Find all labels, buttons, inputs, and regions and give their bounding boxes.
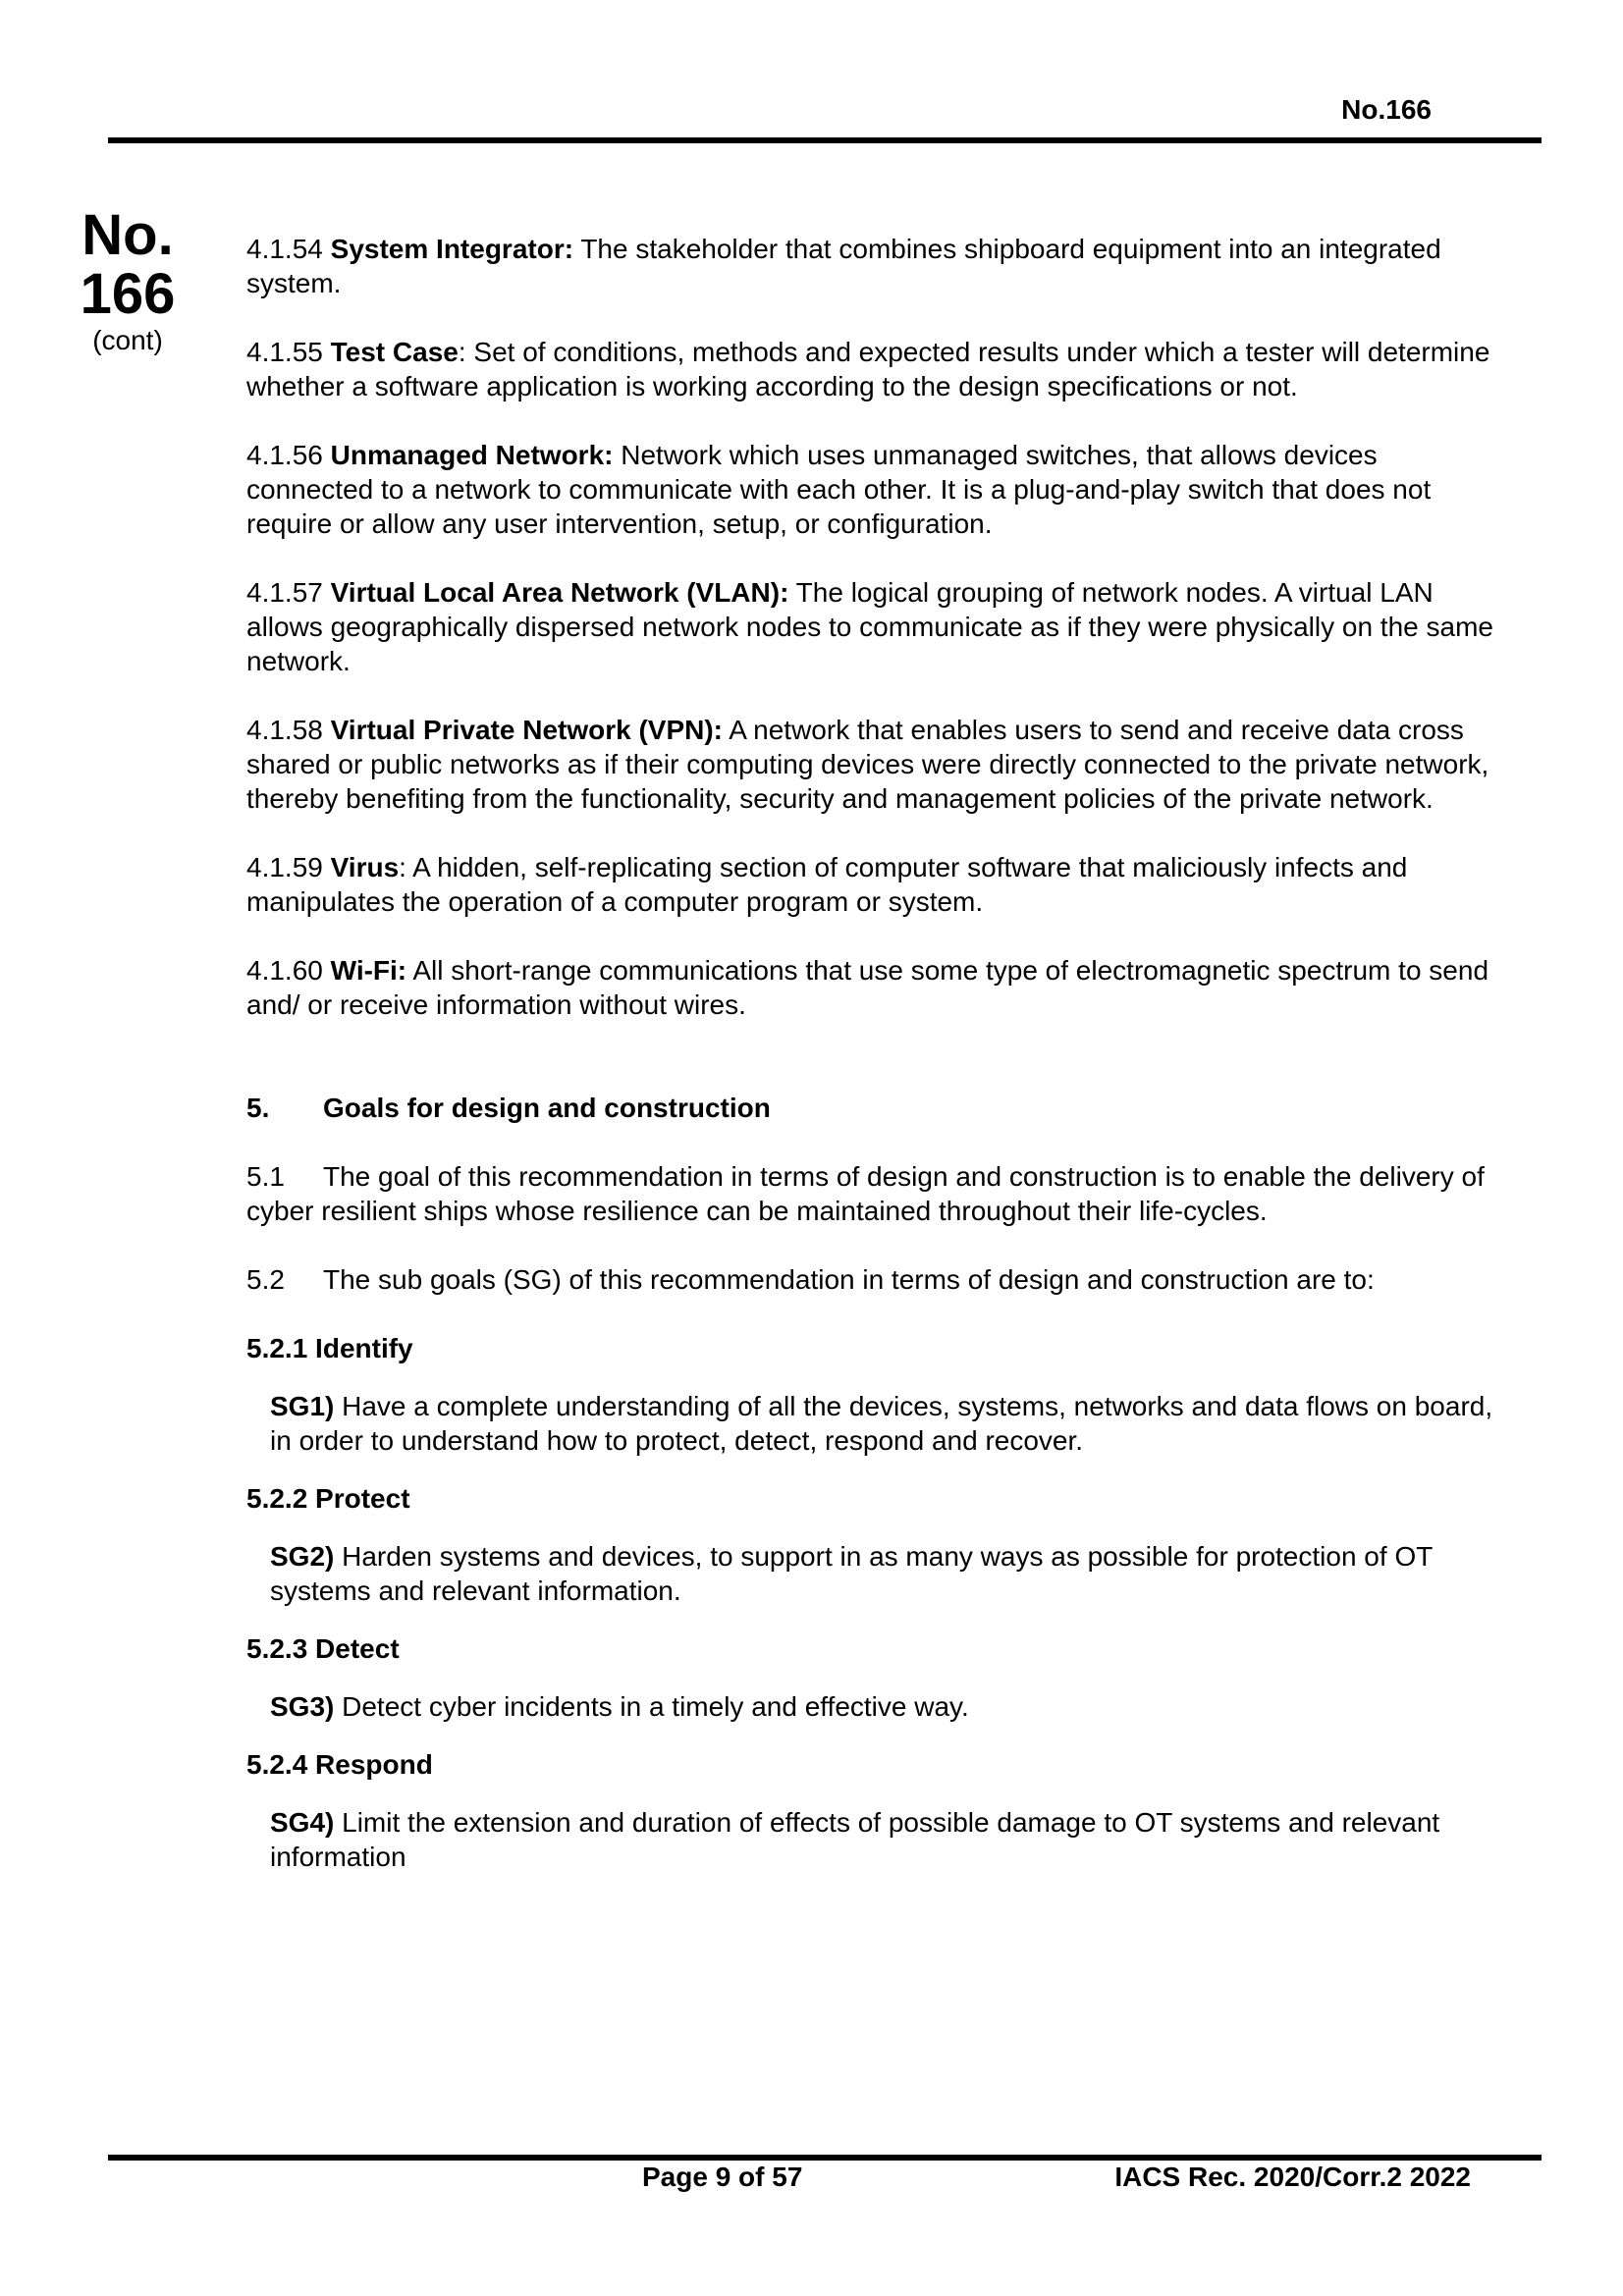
paragraph-number: 5.1 xyxy=(246,1161,285,1192)
footer-doc-ref: IACS Rec. 2020/Corr.2 2022 xyxy=(1114,2162,1471,2192)
definition-text: The logical grouping of network nodes. A virtual LAN allows geographically dispersed network nodes to communicate as if they were physically on the same network. xyxy=(246,577,1493,676)
sub-goal-sg1 xyxy=(270,1389,1503,1458)
sub-goal-text: Limit the extension and duration of effects of possible damage to OT systems and relevant information xyxy=(270,1807,1440,1872)
definition-number: 4.1.55 xyxy=(246,337,323,367)
paragraph-5-1 xyxy=(246,1159,1503,1228)
sub-goal-sg4 xyxy=(270,1805,1503,1874)
sub-goal-text: Detect cyber incidents in a timely and effective way. xyxy=(334,1691,969,1722)
side-tag-line1: No. xyxy=(81,203,174,267)
paragraph-number: 5.2 xyxy=(246,1264,285,1295)
document-body xyxy=(246,232,1503,1897)
section-number: 5. xyxy=(246,1093,270,1123)
paragraph-text: The goal of this recommendation in terms of design and construction is to enable the delivery of cyber resilient ships whose resilience can be maintained throughout their life-cycles. xyxy=(246,1161,1485,1226)
sub-goal-label: SG4) xyxy=(270,1807,335,1838)
footer-page-number: Page 9 of 57 xyxy=(642,2162,803,2192)
definition-4-1-56 xyxy=(246,438,1503,541)
section-title: Goals for design and construction xyxy=(323,1093,771,1123)
side-tag-cont: (cont) xyxy=(92,325,163,355)
paragraph-5-2 xyxy=(246,1262,1503,1297)
sub-goal-sg3 xyxy=(270,1689,1503,1724)
side-tag-line2: 166 xyxy=(80,262,176,326)
definition-4-1-59 xyxy=(246,850,1503,919)
definition-number: 4.1.60 xyxy=(246,955,323,986)
sub-goal-sg2 xyxy=(270,1539,1503,1608)
definition-term: System Integrator: xyxy=(330,234,574,264)
definition-term: Virtual Local Area Network (VLAN): xyxy=(330,577,789,608)
definition-number: 4.1.59 xyxy=(246,852,323,882)
definition-text: : Set of conditions, methods and expected results under which a tester will determine whether a software application is working according to the design specifications or not. xyxy=(246,337,1490,401)
definition-4-1-60 xyxy=(246,953,1503,1022)
definition-text: : A hidden, self-replicating section of computer software that maliciously infects and manipulates the operation of a computer program or system. xyxy=(246,852,1408,917)
definition-4-1-58 xyxy=(246,713,1503,816)
section-5-heading xyxy=(246,1091,1503,1125)
footer-rule xyxy=(108,2155,1542,2161)
definition-number: 4.1.58 xyxy=(246,715,323,745)
definition-term: Virus xyxy=(330,852,400,882)
sub-goal-text: Have a complete understanding of all the devices, systems, networks and data flows on board, in order to understand how to protect, detect, respond and recover. xyxy=(270,1391,1493,1456)
sub-goal-label: SG2) xyxy=(270,1541,335,1572)
definition-4-1-55 xyxy=(246,335,1503,403)
side-tag xyxy=(79,203,177,357)
definition-text: A network that enables users to send and receive data cross shared or public networks as if their computing devices were directly connected to the private network, thereby benefiting from the functionality, security and management policies of the private network. xyxy=(246,715,1489,814)
definition-term: Wi-Fi: xyxy=(330,955,407,986)
sub-goal-label: SG3) xyxy=(270,1691,335,1722)
subsection-5-2-1-heading: 5.2.1 Identify xyxy=(246,1333,413,1363)
definition-text: The stakeholder that combines shipboard equipment into an integrated system. xyxy=(246,234,1441,298)
subsection-5-2-4-heading: 5.2.4 Respond xyxy=(246,1749,433,1780)
subsection-5-2-3-heading: 5.2.3 Detect xyxy=(246,1633,400,1664)
definition-4-1-57 xyxy=(246,575,1503,678)
subsection-5-2-2-heading: 5.2.2 Protect xyxy=(246,1483,410,1514)
definition-term: Virtual Private Network (VPN): xyxy=(330,715,724,745)
footer xyxy=(108,2162,1542,2201)
definition-number: 4.1.56 xyxy=(246,440,323,470)
sub-goal-label: SG1) xyxy=(270,1391,335,1421)
definition-number: 4.1.54 xyxy=(246,234,323,264)
definition-text: All short-range communications that use some type of electromagnetic spectrum to send and/ or receive information without wires. xyxy=(246,955,1489,1020)
header-doc-ref: No.166 xyxy=(1341,94,1432,125)
definition-term: Test Case xyxy=(330,337,459,367)
definition-number: 4.1.57 xyxy=(246,577,323,608)
definition-term: Unmanaged Network: xyxy=(330,440,614,470)
definition-4-1-54 xyxy=(246,232,1503,300)
sub-goal-text: Harden systems and devices, to support in as many ways as possible for protection of OT systems and relevant information. xyxy=(270,1541,1433,1606)
header-rule xyxy=(108,137,1542,143)
section-spacer xyxy=(246,1056,1503,1091)
definition-text: Network which uses unmanaged switches, that allows devices connected to a network to communicate with each other. It is a plug-and-play switch that does not require or allow any user intervention, setup, or configuration. xyxy=(246,440,1432,539)
paragraph-text: The sub goals (SG) of this recommendation in terms of design and construction are to: xyxy=(323,1264,1375,1295)
